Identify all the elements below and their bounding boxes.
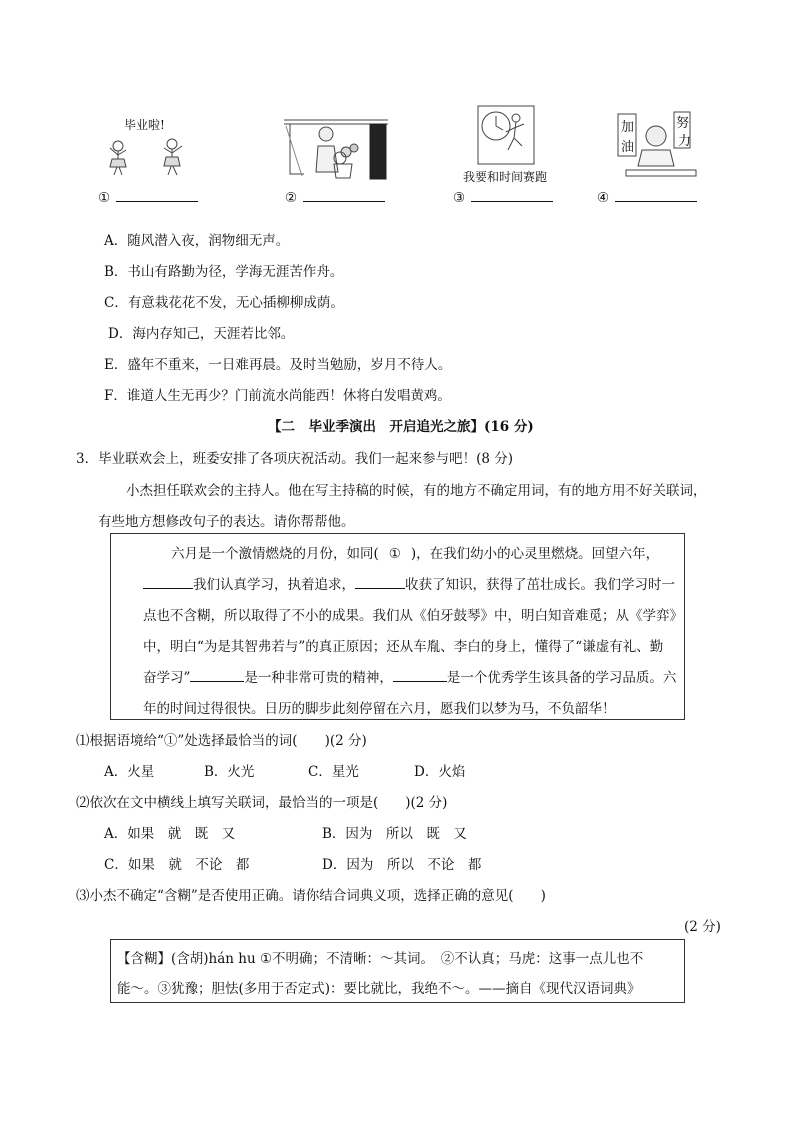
answer-blank-4[interactable] xyxy=(615,187,697,202)
dictionary-line-1: 【含糊】(含胡)hán hu ①不明确；不清晰：～其词。 ②不认真；马虎：这事一点儿也不 xyxy=(117,951,644,967)
dictionary-box xyxy=(110,939,685,1003)
option-a: A．随风潜入夜，润物细无声。 xyxy=(104,233,290,249)
children-illustration xyxy=(98,112,198,182)
word-you: 油 xyxy=(621,140,635,155)
sub-question-3: ⑶小杰不确定“含糊”是否使用正确。请你结合词典义项，选择正确的意见( ) xyxy=(76,888,546,904)
option-c: C．有意栽花花不发，无心插柳柳成荫。 xyxy=(104,295,344,311)
answer-blank-3[interactable] xyxy=(471,187,553,202)
sub2-option-d: D．因为 所以 不论 都 xyxy=(322,857,482,873)
word-nu: 努 xyxy=(676,116,690,131)
sub2-option-a: A．如果 就 既 又 xyxy=(104,826,236,842)
sub1-option-a: A．火星 xyxy=(104,764,155,780)
picture-3-caption: 我要和时间赛跑 xyxy=(463,170,548,184)
picture-4-label xyxy=(597,187,697,206)
sub2-option-b: B．因为 所以 既 又 xyxy=(322,826,467,842)
sub3-score: (2 分) xyxy=(684,919,721,935)
picture-2-label xyxy=(285,187,385,206)
passage-line-4: 中，明白“为是其智弗若与”的真正原因；还从车胤、李白的身上，懂得了“谦虚有礼、勤 xyxy=(143,639,664,655)
picture-4-study-hard xyxy=(616,106,700,180)
sub1-option-b: B．火光 xyxy=(204,764,255,780)
picture-1-graduation xyxy=(98,112,198,182)
picture-2-teacher xyxy=(284,116,390,186)
question-3-stem: 3．毕业联欢会上，班委安排了各项庆祝活动。我们一起来参与吧！(8 分) xyxy=(76,451,514,467)
passage-line-6: 年的时间过得很快。日历的脚步此刻停留在六月，愿我们以梦为马，不负韶华！ xyxy=(143,701,616,717)
passage-box xyxy=(110,533,685,720)
passage-line-1: 六月是一个激情燃烧的月份，如同( ① )，在我们幼小的心灵里燃烧。回望六年， xyxy=(171,546,660,562)
blank-1-marker: ① xyxy=(388,546,401,562)
label-3: ③ xyxy=(453,190,466,206)
question-3-intro-1: 小杰担任联欢会的主持人。他在写主持稿的时候，有的地方不确定用词，有的地方用不好关联词， xyxy=(126,483,707,499)
sub1-option-c: C．星光 xyxy=(308,764,359,780)
conj-blank-2[interactable] xyxy=(355,574,405,589)
clock-runner-illustration xyxy=(476,104,560,166)
passage-line-3: 点也不含糊，所以取得了不小的成果。我们从《伯牙鼓琴》中，明白知音难觅；从《学弈》 xyxy=(143,608,683,624)
picture-3-race-time xyxy=(476,104,560,166)
label-1: ① xyxy=(98,190,111,206)
teacher-flowers-illustration xyxy=(284,116,390,186)
option-b: B．书山有路勤为径，学海无涯苦作舟。 xyxy=(104,264,344,280)
sub-question-2: ⑵依次在文中横线上填写关联词，最恰当的一项是( )(2 分) xyxy=(76,795,448,811)
picture-3-label xyxy=(453,187,553,206)
word-jia: 加 xyxy=(621,120,635,135)
conj-blank-4[interactable] xyxy=(393,667,447,682)
passage-line-5: 奋学习” 是一种非常可贵的精神， 是一个优秀学生该具备的学习品质。六 xyxy=(143,666,676,686)
question-3-intro-2: 有些地方想修改句子的表达。请你帮帮他。 xyxy=(98,514,355,530)
sub-question-1: ⑴根据语境给“①”处选择最恰当的词( )(2 分) xyxy=(76,733,367,749)
option-d: D．海内存知己，天涯若比邻。 xyxy=(108,326,295,342)
picture-1-caption: 毕业啦! xyxy=(124,118,165,132)
sub1-option-d: D．火焰 xyxy=(414,764,466,780)
label-2: ② xyxy=(285,190,298,206)
answer-blank-1[interactable] xyxy=(116,187,198,202)
answer-blank-2[interactable] xyxy=(303,187,385,202)
option-e: E．盛年不重来，一日难再晨。及时当勉励，岁月不待人。 xyxy=(104,357,452,373)
label-4: ④ xyxy=(597,190,610,206)
picture-1-label xyxy=(98,187,198,206)
conj-blank-1[interactable] xyxy=(143,574,193,589)
word-li: 力 xyxy=(678,134,692,149)
passage-line-2: 我们认真学习，执着追求， 收获了知识，获得了茁壮成长。我们学习时一 xyxy=(143,573,675,593)
dictionary-line-2: 能～。③犹豫；胆怯(多用于否定式)：要比就比，我绝不～。——摘自《现代汉语词典》 xyxy=(117,981,641,997)
section-title: 【二 毕业季演出 开启追光之旅】(16 分) xyxy=(268,419,534,435)
sub2-option-c: C．如果 就 不论 都 xyxy=(104,857,250,873)
option-f: F．谁道人生无再少？门前流水尚能西！休将白发唱黄鸡。 xyxy=(104,388,451,404)
conj-blank-3[interactable] xyxy=(190,667,244,682)
